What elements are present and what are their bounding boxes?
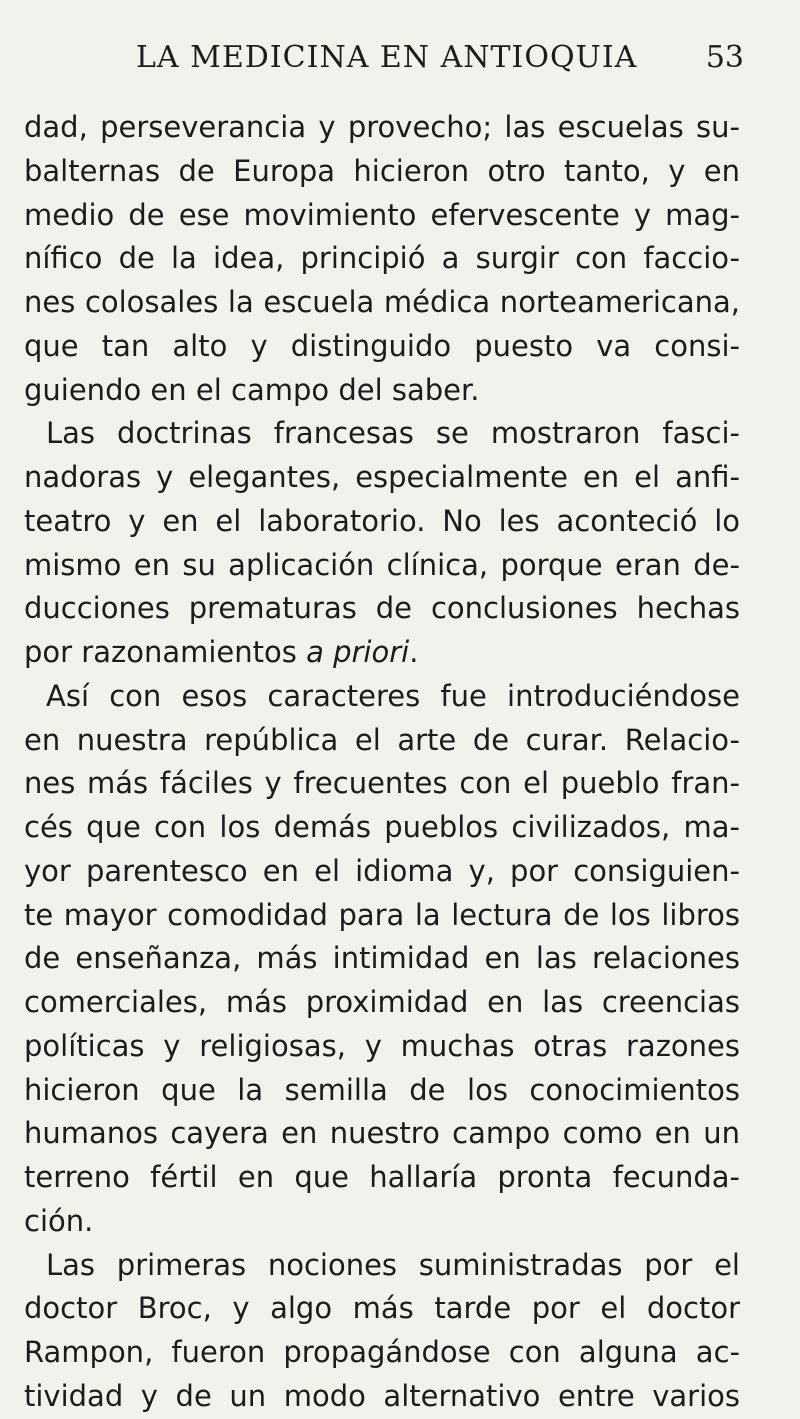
text-line: Rampon, fueron propagándose con alguna ac-: [24, 1335, 740, 1369]
text-line: dad, perseverancia y provecho; las escuelas su-: [24, 110, 740, 144]
text-line: comerciales, más proximidad en las creencias: [24, 985, 740, 1019]
text-line: hicieron que la semilla de los conocimientos: [24, 1072, 740, 1107]
text-line: nes colosales la escuela médica norteamericana,: [24, 285, 740, 319]
text-line: Las doctrinas francesas se mostraron fasci-: [46, 416, 740, 451]
text-line: yor parentesco en el idioma y, por consiguien-: [24, 853, 740, 888]
text-line: balternas de Europa hicieron otro tanto, y en: [24, 153, 740, 188]
text-line: Las primeras nociones suministradas por el: [46, 1247, 740, 1282]
text-line: cés que con los demás pueblos civilizados, ma-: [24, 810, 740, 844]
text-line: ducciones prematuras de conclusiones hechas: [24, 591, 740, 626]
text-line: medio de ese movimiento efervescente y mag-: [24, 197, 740, 232]
text-line: en nuestra república el arte de curar. Relacio-: [24, 722, 740, 757]
text-line: que tan alto y distinguido puesto va consi-: [24, 328, 740, 363]
text-fragment: .: [409, 635, 419, 669]
text-line: tividad y de un modo alternativo entre varios: [24, 1378, 740, 1413]
text-line: teatro y en el laboratorio. No les aconteció lo: [24, 503, 740, 538]
text-fragment: por razonamientos: [24, 635, 297, 669]
text-line: Así con esos caracteres fue introduciéndose: [46, 678, 740, 713]
text-line: de enseñanza, más intimidad en las relaciones: [24, 941, 740, 976]
text-line: nes más fáciles y frecuentes con el pueblo fran-: [24, 766, 740, 801]
text-line: nífico de la idea, principió a surgir con faccio-: [24, 241, 740, 276]
text-line: guiendo en el campo del saber.: [24, 372, 480, 407]
text-line: te mayor comodidad para la lectura de los libros: [24, 897, 740, 932]
running-header: [136, 40, 744, 90]
body-text: [24, 106, 740, 1419]
text-line: humanos cayera en nuestro campo como en un: [24, 1116, 740, 1151]
text-line: mismo en su aplicación clínica, porque eran de-: [24, 547, 740, 582]
running-title: LA MEDICINA EN ANTIOQUIA: [136, 40, 638, 75]
text-line: ción.: [24, 1203, 94, 1238]
italic-phrase: a priori: [306, 635, 410, 669]
text-line: terreno fértil en que hallaría pronta fecunda-: [24, 1160, 740, 1194]
page-number: 53: [705, 40, 744, 75]
text-line: nadoras y elegantes, especialmente en el anfi-: [24, 460, 740, 494]
text-line: doctor Broc, y algo más tarde por el doctor: [24, 1291, 740, 1326]
text-line: políticas y religiosas, y muchas otras razones: [24, 1028, 740, 1063]
text-line: [24, 631, 740, 675]
